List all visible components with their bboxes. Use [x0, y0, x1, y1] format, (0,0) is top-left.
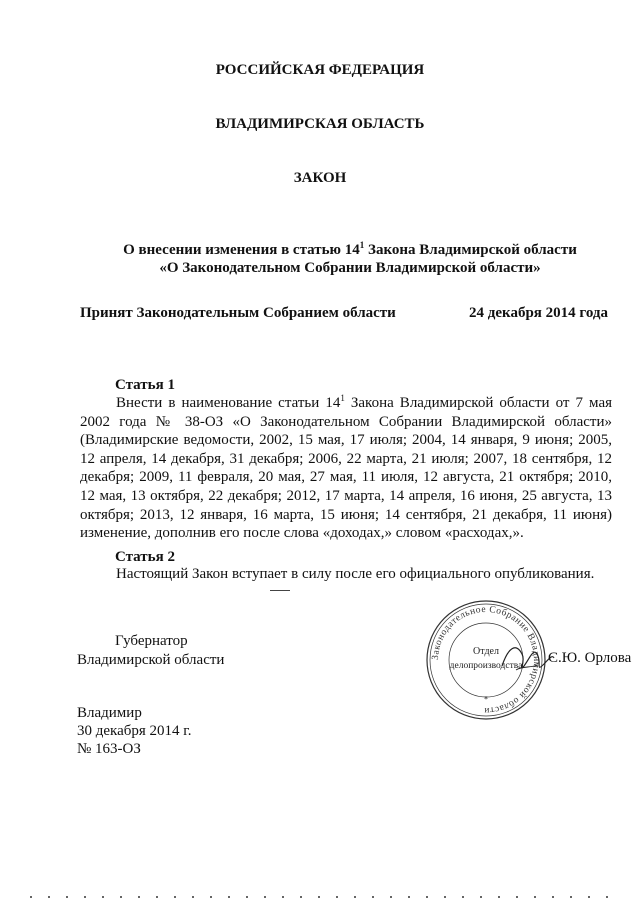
article1-text-a: Внести в наименование статьи 14	[116, 395, 341, 411]
law-title	[80, 236, 620, 277]
stamp-center-line2: делопроизводства	[449, 661, 523, 671]
header-country: РОССИЙСКАЯ ФЕДЕРАЦИЯ	[215, 62, 425, 78]
adopted-by: Принят Законодательным Собранием области	[80, 305, 396, 321]
header-doc-type: ЗАКОН	[293, 170, 347, 186]
article2-text: Настоящий Закон вступает в силу после его официального опубликования.	[116, 566, 595, 582]
article1-text-b: Закона Владимирской области от 7 мая 2002 года № 38-ОЗ «О Законодательном Собрании Владимирской области» (Владимирские ведомости, 2002, 15 мая, 17 июля; 2004, 14 января, 9 июня; 2005, 12 апреля, 14 декабря, 31 декабря; 2006, 22 марта, 21 июля; 2007, 18 сентября, 12 декабря; 2009, 11 февраля, 20 мая, 27 мая, 11 июля, 12 августа, 21 октября; 2010, 12 мая, 13 октября, 22 декабря; 2012, 17 марта, 14 апреля, 16 июня, 25 августа, 13 октября; 2013, 12 января, 16 марта, 15 июня; 14 сентября, 21 декабря, 11 июня) изменение, дополнив его после слова «доходах,» словом «расходах,».	[80, 395, 612, 542]
stamp-center-line1: Отдел	[473, 646, 499, 657]
law-title-line2: «О Законодательном Собрании Владимирской области»	[159, 260, 541, 276]
place-date: 30 декабря 2014 г.	[77, 723, 192, 739]
law-title-text-a: О внесении изменения в статью 14	[123, 242, 360, 258]
separator-mark	[270, 590, 290, 591]
scan-edge-dots	[0, 893, 640, 901]
stamp-ring-text: Законодательное Собрание Владимирской области	[430, 604, 542, 716]
article1-heading: Статья 1	[115, 377, 175, 393]
place-date-number	[77, 704, 192, 758]
signatory-position-line1: Губернатор	[115, 633, 188, 649]
stamp-star: *	[484, 695, 488, 704]
law-title-superscript: 1	[359, 240, 365, 250]
law-title-line1	[80, 236, 620, 259]
adopted-date: 24 декабря 2014 года	[469, 305, 608, 321]
article1-text	[80, 394, 612, 543]
signatory-name: С.Ю. Орлова	[548, 650, 632, 666]
law-number: № 163-ОЗ	[77, 741, 141, 757]
signatory-position-line2: Владимирской области	[77, 652, 225, 668]
header-region: ВЛАДИМИРСКАЯ ОБЛАСТЬ	[215, 116, 425, 132]
place-city: Владимир	[77, 705, 142, 721]
article1-superscript: 1	[340, 393, 345, 403]
law-title-text-b: Закона Владимирской области	[364, 242, 577, 258]
article2-heading: Статья 2	[115, 549, 175, 565]
